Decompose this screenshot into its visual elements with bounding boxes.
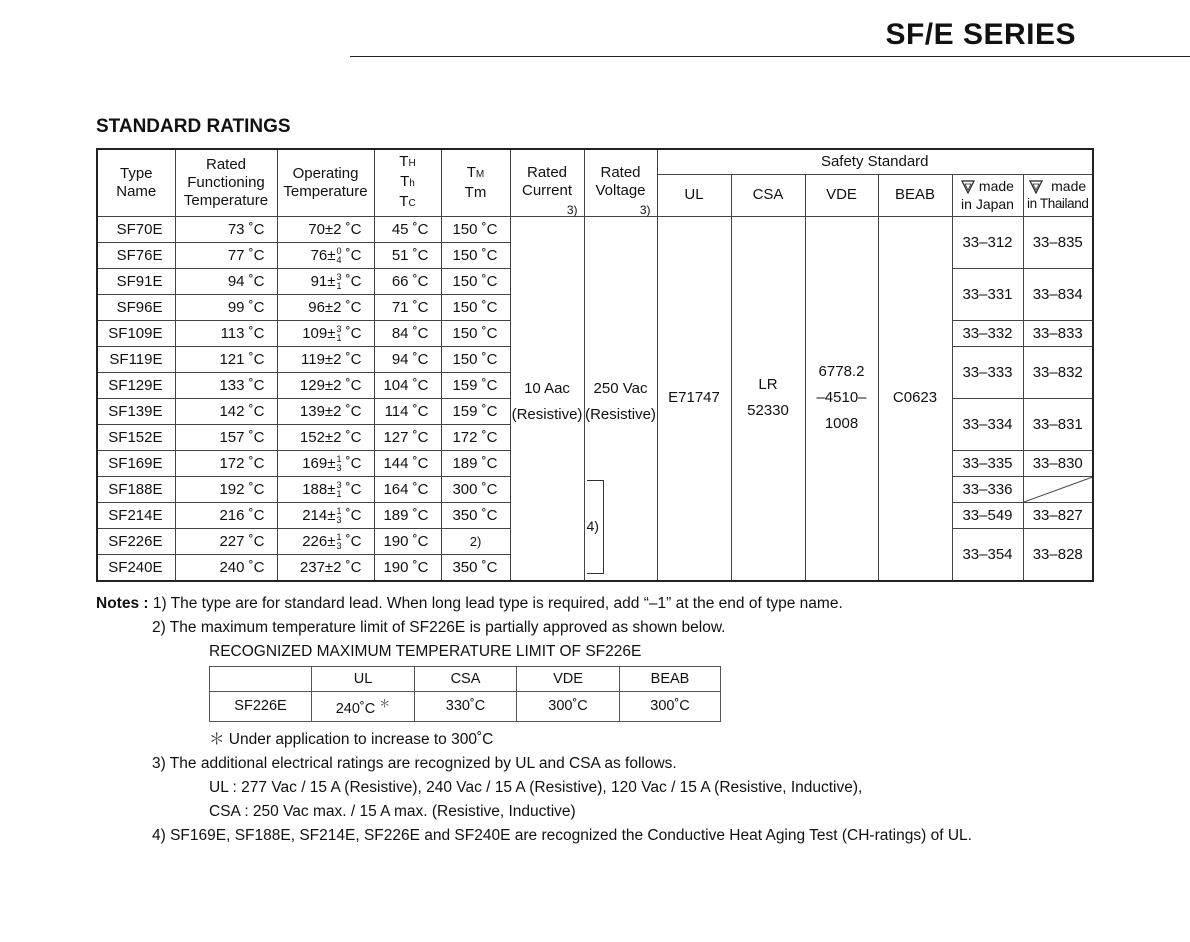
table-row: SF129E 133 ˚C 129±2 ˚C 104 ˚C 159 ˚C [97, 372, 1093, 398]
triangle-mark-icon [1029, 180, 1043, 194]
recognized-limit-table [209, 666, 721, 722]
mark-thailand-cell: 33–831 [1023, 398, 1093, 450]
recog-header-ul: UL [312, 667, 415, 692]
mark-thailand-cell-empty [1023, 476, 1093, 502]
col-header-vde: VDE [805, 174, 878, 216]
table-row: SF226E 227 ˚C 226± 1 3 ˚C 190 ˚C 2) 33–354 33–828 [97, 528, 1093, 554]
col-header-safety-standard: Safety Standard [657, 149, 1093, 174]
mark-japan-cell: 33–549 [952, 502, 1023, 528]
table-row: SF152E 157 ˚C 152±2 ˚C 127 ˚C 172 ˚C [97, 424, 1093, 450]
asterisk-note: ＊ Under application to increase to 300˚C [209, 730, 494, 748]
mark-japan-cell: 33–336 [952, 476, 1023, 502]
rated-current-cell-lower [510, 476, 584, 581]
vde-cell: 6778.2 –4510– 1008 [805, 216, 878, 581]
recog-csa-value: 330˚C [415, 692, 517, 722]
header-rule [350, 56, 1190, 57]
rated-voltage-cell: 250 Vac (Resistive) [584, 216, 657, 476]
note-3: 3) The additional electrical ratings are recognized by UL and CSA as follows. [152, 754, 677, 772]
table-row: SF169E 172 ˚C 169± 1 3 ˚C 144 ˚C 189 ˚C 33–335 33–830 [97, 450, 1093, 476]
recog-header-csa: CSA [415, 667, 517, 692]
note-4: 4) SF169E, SF188E, SF214E, SF226E and SF240E are recognized the Conductive Heat Aging Test (CH-ratings) of UL. [152, 826, 972, 844]
table-row: SF119E 121 ˚C 119±2 ˚C 94 ˚C 150 ˚C 33–333 33–832 [97, 346, 1093, 372]
recog-ul-value: 240˚C ＊ [312, 692, 415, 722]
col-header-ul: UL [657, 174, 731, 216]
col-header-made-in-thailand: made in Thailand [1023, 174, 1093, 216]
mark-japan-cell: 33–332 [952, 320, 1023, 346]
note-4-label: 4) [586, 518, 599, 534]
mark-thailand-cell: 33–827 [1023, 502, 1093, 528]
col-header-type-name: Type Name [97, 149, 175, 216]
mark-japan-cell: 33–312 [952, 216, 1023, 268]
col-header-beab: BEAB [878, 174, 952, 216]
table-row: SF139E 142 ˚C 139±2 ˚C 114 ˚C 159 ˚C 33–334 33–831 [97, 398, 1093, 424]
table-row: SF91E 94 ˚C 91± 3 1 ˚C 66 ˚C 150 ˚C 33–331 33–834 [97, 268, 1093, 294]
diagonal-slash [1024, 477, 1093, 502]
col-header-operating-temp: Operating Temperature [277, 149, 374, 216]
note-1: 1) The type are for standard lead. When long lead type is required, add “–1” at the end of type name. [152, 595, 843, 612]
mark-japan-cell: 33–333 [952, 346, 1023, 398]
triangle-mark-icon [961, 180, 975, 194]
recog-header-vde: VDE [517, 667, 620, 692]
mark-japan-cell: 33–335 [952, 450, 1023, 476]
recog-vde-value: 300˚C [517, 692, 620, 722]
rated-current-cell: 10 Aac (Resistive) [510, 216, 584, 476]
section-title: STANDARD RATINGS [96, 116, 291, 137]
mark-thailand-cell: 33–834 [1023, 268, 1093, 320]
col-header-made-in-japan: made in Japan [952, 174, 1023, 216]
col-header-rated-functioning-temp: Rated Functioning Temperature [175, 149, 277, 216]
recog-row-name: SF226E [210, 692, 312, 722]
recog-header-beab: BEAB [620, 667, 721, 692]
col-header-csa: CSA [731, 174, 805, 216]
recog-beab-value: 300˚C [620, 692, 721, 722]
note-2: 2) The maximum temperature limit of SF226E is partially approved as shown below. [152, 619, 726, 636]
mark-japan-cell: 33–354 [952, 528, 1023, 581]
standard-ratings-table [96, 148, 1094, 582]
ul-cell: E71747 [657, 216, 731, 581]
col-header-th-tc: TH Th TC [374, 149, 441, 216]
mark-japan-cell: 33–331 [952, 268, 1023, 320]
mark-japan-cell: 33–334 [952, 398, 1023, 450]
mark-thailand-cell: 33–830 [1023, 450, 1093, 476]
col-header-rated-voltage: Rated Voltage 3) [584, 149, 657, 216]
table-row: SF109E 113 ˚C 109± 3 1 ˚C 84 ˚C 150 ˚C 33–332 33–833 [97, 320, 1093, 346]
beab-cell: C0623 [878, 216, 952, 581]
notes-section [96, 592, 972, 848]
table-row: SF96E 99 ˚C 96±2 ˚C 71 ˚C 150 ˚C [97, 294, 1093, 320]
recognized-limit-title: RECOGNIZED MAXIMUM TEMPERATURE LIMIT OF SF226E [209, 643, 642, 660]
table-row: SF70E 73 ˚C 70±2 ˚C 45 ˚C 150 ˚C 10 Aac (Resistive) 250 Vac (Resistive) E71747 LR 52330 6778.2 –4510– 1008 C0623 33–312 33–835 [97, 216, 1093, 242]
mark-thailand-cell: 33–828 [1023, 528, 1093, 581]
mark-thailand-cell: 33–835 [1023, 216, 1093, 268]
note-3-csa: CSA : 250 Vac max. / 15 A max. (Resistive, Inductive) [209, 802, 576, 820]
table-row: SF240E 240 ˚C 237±2 ˚C 190 ˚C 350 ˚C [97, 554, 1093, 581]
mark-thailand-cell: 33–832 [1023, 346, 1093, 398]
ch-rating-bracket-cell [584, 476, 657, 581]
col-header-tm: TM Tm [441, 149, 510, 216]
mark-thailand-cell: 33–833 [1023, 320, 1093, 346]
csa-cell: LR 52330 [731, 216, 805, 581]
note-3-ul: UL : 277 Vac / 15 A (Resistive), 240 Vac / 15 A (Resistive), 120 Vac / 15 A (Resistive, Inductive), [209, 778, 863, 796]
table-row: SF76E 77 ˚C 76± 0 4 ˚C 51 ˚C 150 ˚C [97, 242, 1093, 268]
page-title: SF/E SERIES [885, 18, 1076, 51]
col-header-rated-current: Rated Current 3) [510, 149, 584, 216]
table-row: SF188E 192 ˚C 188± 3 1 ˚C 164 ˚C 300 ˚C 4) 33–336 [97, 476, 1093, 502]
table-row: SF214E 216 ˚C 214± 1 3 ˚C 189 ˚C 350 ˚C 33–549 33–827 [97, 502, 1093, 528]
notes-label: Notes : [96, 595, 149, 612]
